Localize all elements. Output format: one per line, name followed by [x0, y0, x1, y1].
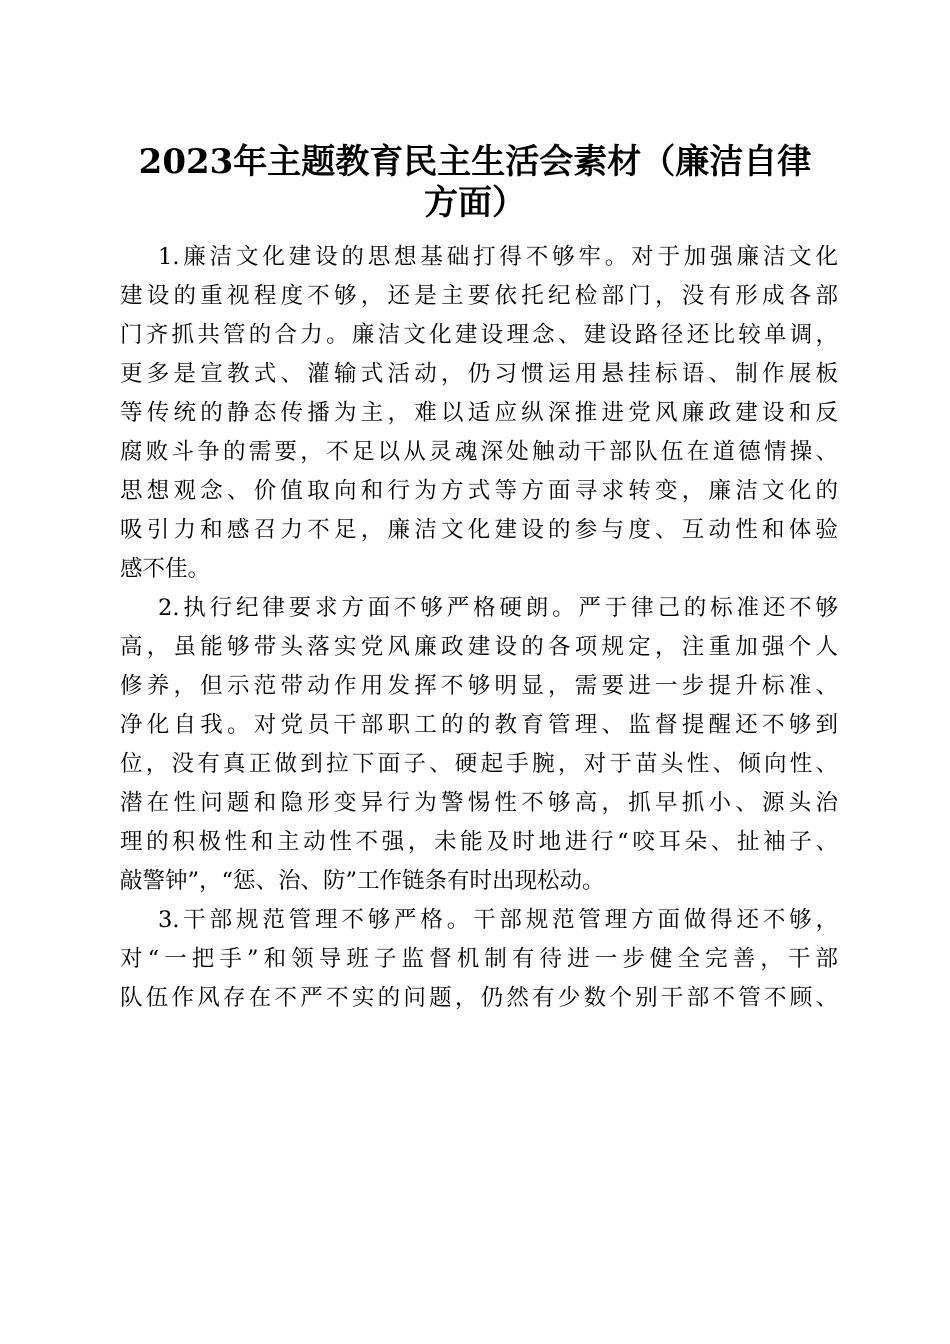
document-title-line-2: 方面）	[424, 183, 526, 223]
paragraph-line: 建设的重视程度不够，还是主要依托纪检部门，没有形成各部	[120, 283, 838, 309]
paragraph-line: 队伍作风存在不严不实的问题，仍然有少数个别干部不管不顾、	[120, 985, 838, 1011]
paragraph-2	[120, 589, 838, 901]
paragraph-line: 潜在性问题和隐形变异行为警惕性不够高，抓早抓小、源头治	[120, 790, 838, 816]
document-body	[120, 238, 838, 1018]
paragraph-line: 修养，但示范带动作用发挥不够明显，需要进一步提升标准、	[120, 673, 838, 699]
paragraph-line: 更多是宣教式、灌输式活动，仍习惯运用悬挂标语、制作展板	[120, 361, 838, 387]
paragraph-line: 腐败斗争的需要，不足以从灵魂深处触动干部队伍在道德情操、	[120, 439, 838, 465]
paragraph-line: 2.执行纪律要求方面不够严格硬朗。严于律己的标准还不够	[158, 595, 838, 621]
paragraph-line: 敲警钟”，“惩、治、防”工作链条有时出现松动。	[120, 868, 605, 894]
paragraph-line: 净化自我。对党员干部职工的的教育管理、监督提醒还不够到	[120, 712, 838, 738]
paragraph-line: 等传统的静态传播为主，难以适应纵深推进党风廉政建设和反	[120, 400, 838, 426]
paragraph-1	[120, 238, 838, 589]
paragraph-line: 高，虽能够带头落实党风廉政建设的各项规定，注重加强个人	[120, 634, 838, 660]
paragraph-line: 位，没有真正做到拉下面子、硬起手腕，对于苗头性、倾向性、	[120, 751, 838, 777]
paragraph-3	[120, 901, 838, 1018]
paragraph-line: 感不佳。	[120, 556, 211, 582]
paragraph-line: 门齐抓共管的合力。廉洁文化建设理念、建设路径还比较单调，	[120, 322, 838, 348]
paragraph-line: 对“一把手”和领导班子监督机制有待进一步健全完善，干部	[120, 946, 838, 972]
paragraph-line: 1.廉洁文化建设的思想基础打得不够牢。对于加强廉洁文化	[158, 244, 838, 270]
paragraph-line: 思想观念、价值取向和行为方式等方面寻求转变，廉洁文化的	[120, 478, 838, 504]
paragraph-line: 吸引力和感召力不足，廉洁文化建设的参与度、互动性和体验	[120, 517, 838, 543]
paragraph-line: 3.干部规范管理不够严格。干部规范管理方面做得还不够，	[158, 907, 838, 933]
paragraph-line: 理的积极性和主动性不强，未能及时地进行“咬耳朵、扯袖子、	[120, 829, 838, 855]
document-title-line-1: 2023年主题教育民主生活会素材（廉洁自律	[138, 142, 812, 182]
